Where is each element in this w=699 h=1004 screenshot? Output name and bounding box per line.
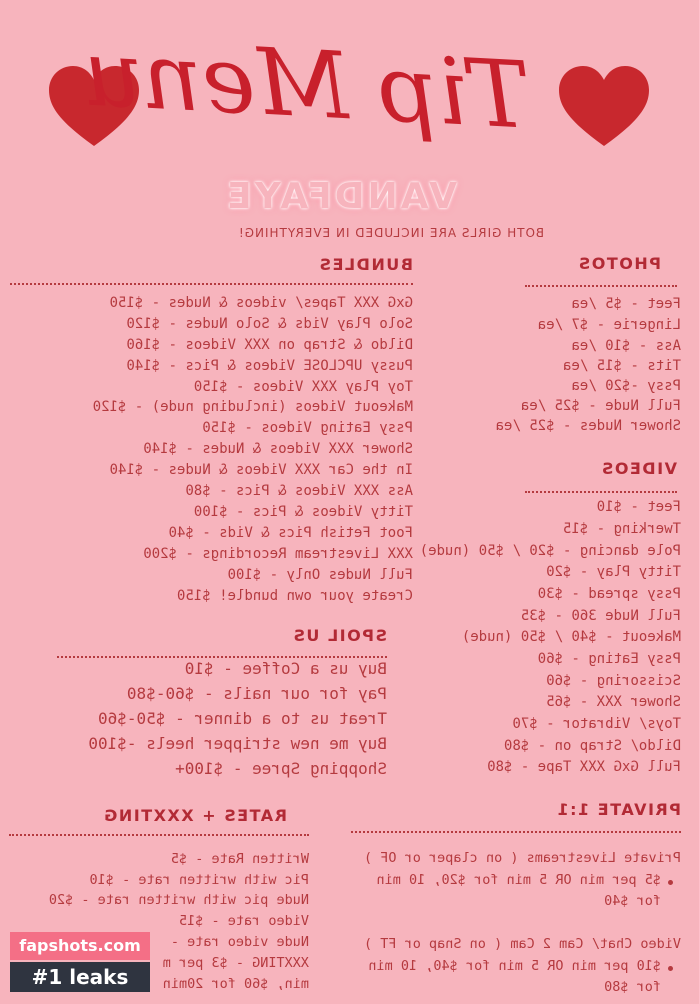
watermark-tag: #1 leaks	[10, 962, 150, 992]
list-item: Full Nude 360 - $35	[520, 608, 681, 624]
private-title: PRIVATE 1:1	[555, 800, 681, 819]
list-item: Ass - $10 /ea	[571, 338, 681, 354]
list-item: Makeout - $40 / $50 (nude)	[461, 629, 681, 645]
list-item: Video rate - $15	[178, 913, 309, 929]
list-item: Written Rate - $5	[170, 851, 309, 867]
list-item: Toys/ Vibrator - $70	[512, 716, 681, 732]
heart-icon	[559, 66, 649, 148]
list-item: Twerking - $15	[562, 521, 681, 537]
list-item: Titty Play - $20	[546, 564, 681, 580]
list-item: Pole dancing - $20 / $50 (nude)	[419, 543, 681, 559]
private-livestream-rate: for $40	[604, 893, 661, 909]
watermark-site: fapshots.com	[10, 932, 150, 960]
divider	[525, 491, 677, 493]
brand-name: VANDFAYE	[224, 176, 457, 217]
divider	[57, 656, 387, 658]
list-item: Toy Play XXX Videos - $150	[193, 379, 413, 395]
list-item: GxG XXX Tapes/ videos & Nudes - $150	[109, 295, 413, 311]
list-item: Pssy -$20 /ea	[571, 378, 681, 394]
list-item: Full Nude - $25 /ea	[520, 398, 681, 414]
photos-title: PHOTOS	[577, 254, 661, 273]
bullet	[668, 966, 673, 971]
list-item: Shower Nudes - $25 /ea	[495, 418, 681, 434]
spoil-us-title: SPOIL US	[291, 626, 387, 645]
list-item: Feet - $5 /ea	[571, 296, 681, 312]
list-item: Pay for our nails - $60-$80	[126, 684, 387, 703]
video-chat-rate: for $80	[604, 979, 661, 995]
list-item: Lingerie - $7 /ea	[537, 317, 681, 333]
list-item: Solo Play Vids & Solo Nudes - $120	[126, 316, 413, 332]
bundles-title: BUNDLES	[317, 255, 413, 274]
list-item: Feet - $10	[596, 499, 681, 515]
list-item: Full Nudes Only - $100	[227, 567, 413, 583]
video-chat-rate: $10 per min OR 5 min for $40, 10 min	[368, 958, 661, 974]
list-item: Pic with written rate - $10	[89, 872, 309, 888]
private-livestream-label: Private Livestreams ( on claper or OF )	[364, 850, 681, 866]
list-item: Scissoring - $60	[546, 673, 681, 689]
list-item: Tits - $15 /ea	[562, 358, 681, 374]
list-item: Dildo/ Strap on - $80	[503, 738, 681, 754]
list-item: Shower XXX Videos & Nudes - $140	[143, 441, 413, 457]
list-item: Buy me new stripper heels -$100	[88, 734, 387, 753]
list-item: Shopping Spree - $100+	[175, 759, 387, 778]
list-item: XXXTING - $3 per m	[162, 955, 309, 971]
list-item: In the Car XXX Videos & Nudes - $140	[109, 462, 413, 478]
videos-title: VIDEOS	[600, 459, 677, 478]
watermark	[10, 932, 150, 992]
list-item: Pussy UPCLOSE Videos & Pics - $140	[126, 358, 413, 374]
divider	[525, 285, 677, 287]
video-chat-label: Video Chat/ Cam 2 Cam ( on Snap or FT )	[364, 936, 681, 952]
list-item: Full GxG XXX Tape - $80	[487, 759, 681, 775]
list-item: Pssy Eating Videos - $150	[202, 420, 413, 436]
list-item: XXX Livestream Recordings - $200	[143, 546, 413, 562]
private-livestream-rate: $5 per min OR 5 min for $20, 10 min	[376, 872, 661, 888]
list-item: min, $60 for 20min	[162, 976, 309, 992]
list-item: Ass XXX Videos & Pics - $80	[185, 483, 413, 499]
divider	[351, 831, 681, 833]
list-item: Shower XXX - $65	[546, 694, 681, 710]
rates-title: RATES + XXXTING	[102, 806, 287, 825]
list-item: Pssy Eating - $60	[537, 651, 681, 667]
list-item: Titty Videos & Pics - $100	[193, 504, 413, 520]
divider	[10, 283, 413, 285]
list-item: Dildo & Strap on XXX Videos - $160	[126, 337, 413, 353]
bullet	[668, 880, 673, 885]
list-item: Buy us a Coffee - $10	[184, 659, 387, 678]
page-title: Tip Menu	[80, 19, 532, 150]
divider	[9, 834, 309, 836]
list-item: Treat us to a dinner - $50-$60	[98, 709, 387, 728]
subtitle: BOTH GIRLS ARE INCLUDED IN EVERYTHING!	[237, 226, 544, 240]
list-item: Create your own bundle! $150	[176, 588, 413, 604]
list-item: Foot Fetish Pics & Vids - $40	[168, 525, 413, 541]
list-item: Makeout Videos (including nude) - $120	[92, 399, 413, 415]
list-item: Nude pic with written rate - $20	[48, 892, 309, 908]
list-item: Pssy spread - $30	[537, 586, 681, 602]
list-item: Nude video rate -	[170, 934, 309, 950]
